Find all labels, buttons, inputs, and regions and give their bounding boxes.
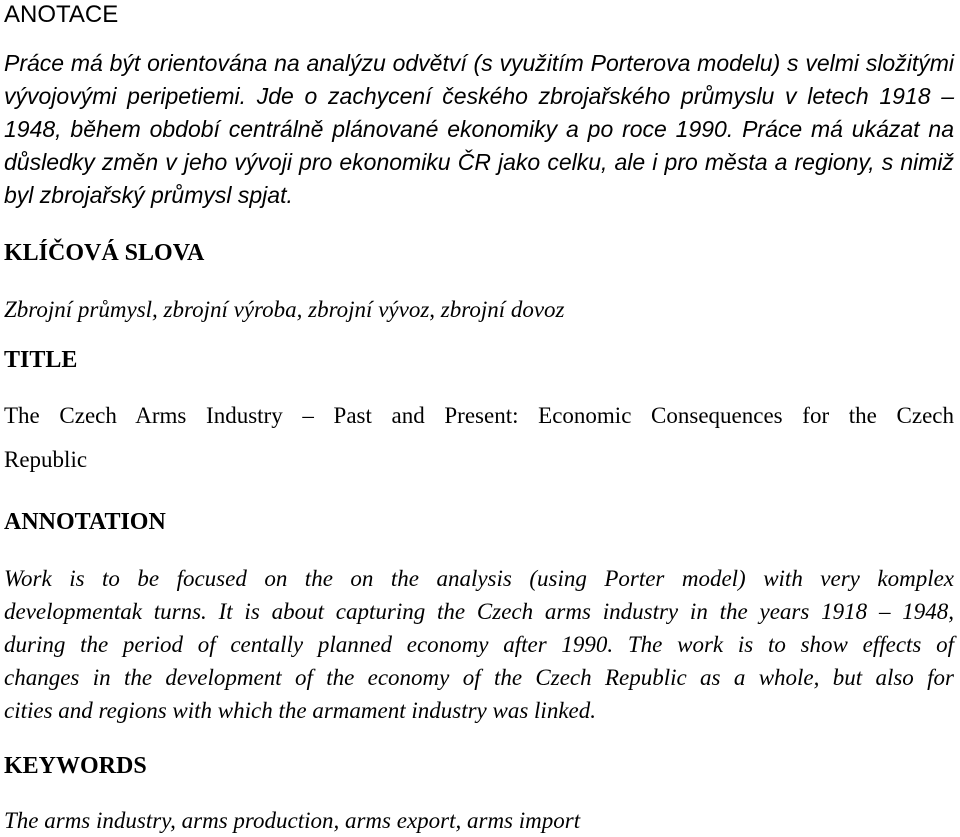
annotation-line: developmentak turns. It is about capturing the Czech arms industry in the years 1918 – 1948,	[4, 599, 954, 624]
keywords-line: The arms industry, arms production, arms export, arms import	[4, 808, 581, 833]
title-line: The Czech Arms Industry – Past and Present: Economic Consequences for the Czech	[4, 403, 954, 428]
title-line: Republic	[4, 447, 88, 472]
anotace-heading: ANOTACE	[4, 1, 119, 28]
title-paragraph	[4, 399, 954, 476]
klicova-slova-line: Zbrojní průmysl, zbrojní výroba, zbrojní vývoz, zbrojní dovoz	[4, 297, 565, 322]
annotation-line: during the period of centally planned economy after 1990. The work is to show effects of	[4, 632, 954, 657]
annotation-paragraph	[4, 562, 954, 727]
anotace-line: důsledky změn v jeho vývoji pro ekonomiku ČR jako celku, ale i pro města a regiony, s nimiž	[4, 149, 954, 175]
title-heading: TITLE	[4, 347, 78, 373]
keywords-paragraph	[4, 804, 954, 837]
anotace-line: 1948, během období centrálně plánované ekonomiky a po roce 1990. Práce má ukázat na	[4, 116, 954, 142]
keywords-heading: KEYWORDS	[4, 753, 147, 779]
anotace-line: vývojovými peripetiemi. Jde o zachycení českého zbrojařského průmyslu v letech 1918 –	[4, 83, 954, 109]
anotace-paragraph	[4, 47, 954, 212]
klicova-slova-paragraph	[4, 293, 954, 326]
annotation-line: cities and regions with which the armament industry was linked.	[4, 698, 596, 723]
anotace-line: byl zbrojařský průmysl spjat.	[4, 182, 293, 208]
annotation-heading: ANNOTATION	[4, 509, 166, 535]
anotace-line: Práce má být orientována na analýzu odvětví (s využitím Porterova modelu) s velmi složitými	[4, 50, 954, 76]
annotation-line: changes in the development of the economy of the Czech Republic as a whole, but also for	[4, 665, 954, 690]
klicova-slova-heading: KLÍČOVÁ SLOVA	[4, 240, 205, 266]
annotation-line: Work is to be focused on the on the analysis (using Porter model) with very komplex	[4, 566, 954, 591]
